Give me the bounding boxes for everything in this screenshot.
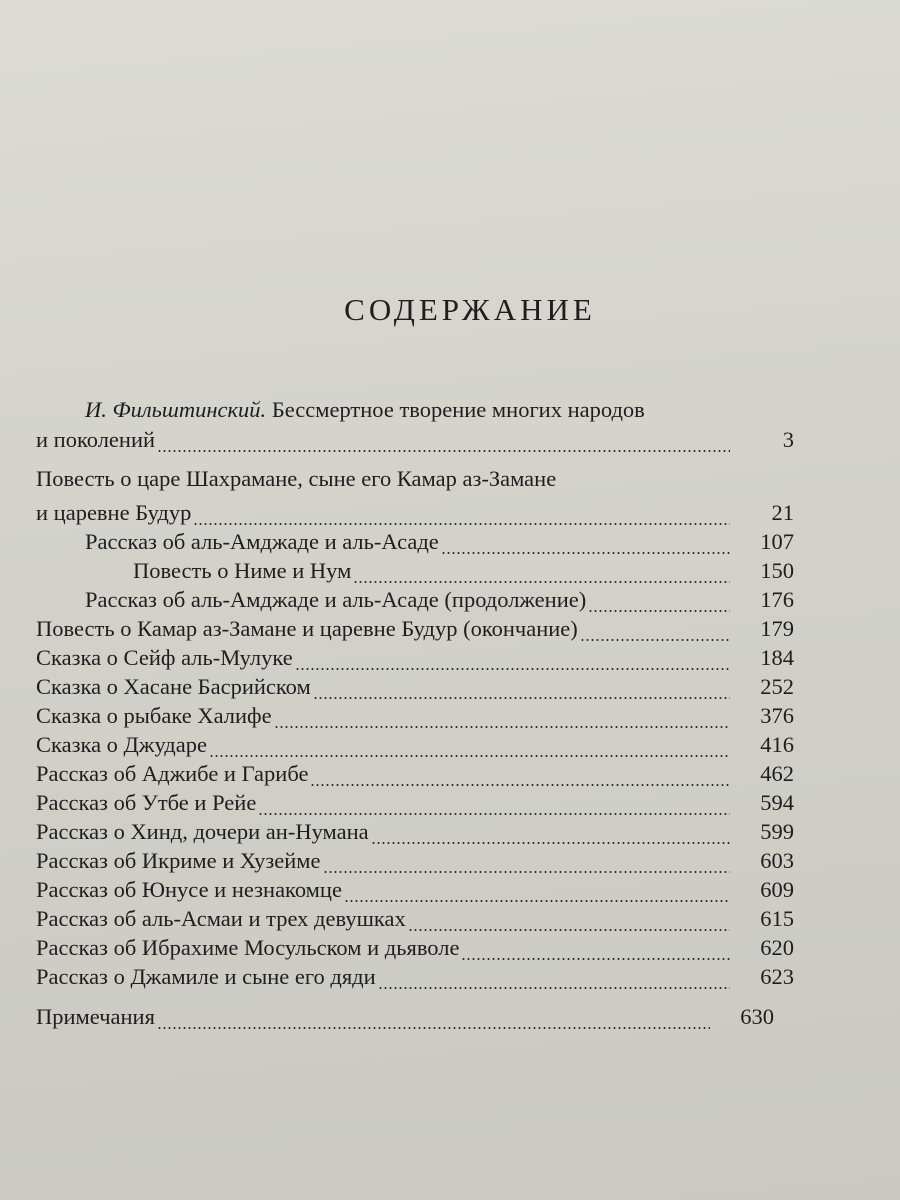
toc-entry[interactable]	[36, 873, 794, 905]
story1-line2: и царевне Будур	[36, 500, 192, 525]
entry-label: Рассказ об аль-Амджаде и аль-Асаде	[85, 529, 439, 554]
intro-author: И. Фильштинский.	[85, 397, 267, 422]
toc-entry[interactable]	[85, 525, 794, 557]
page-number: 599	[760, 819, 794, 844]
toc-entry[interactable]	[36, 902, 794, 934]
entry-label: Повесть о Ниме и Нум	[133, 558, 352, 583]
toc-entry[interactable]	[36, 670, 794, 702]
dot-leader	[157, 1006, 710, 1032]
page-number: 615	[760, 906, 794, 931]
page-number: 252	[760, 674, 794, 699]
entry-label: Рассказ об Аджибе и Гарибе	[36, 761, 309, 786]
page-number: 603	[760, 848, 794, 873]
page-number: 179	[760, 616, 794, 641]
entry-label: Рассказ об аль-Амджаде и аль-Асаде (продолжение)	[85, 587, 587, 612]
page-number: 21	[771, 500, 794, 525]
toc-entry-intro-line1	[85, 395, 645, 425]
entry-label: Сказка о рыбаке Халифе	[36, 703, 272, 728]
toc-entry-intro[interactable]	[36, 423, 794, 455]
entry-label: Рассказ об Икриме и Хузейме	[36, 848, 321, 873]
intro-title-line2: и поколений	[36, 427, 156, 452]
dot-leader	[157, 429, 730, 455]
page-number: 150	[760, 558, 794, 583]
page-number: 609	[760, 877, 794, 902]
entry-label: Повесть о Камар аз-Замане и царевне Будур (окончание)	[36, 616, 578, 641]
dot-leader	[378, 966, 730, 992]
page-number: 3	[782, 427, 794, 452]
toc-entry[interactable]	[36, 728, 794, 760]
intro-title-line1: Бессмертное творение многих народов	[271, 397, 645, 422]
entry-label: Сказка о Сейф аль-Мулуке	[36, 645, 293, 670]
entry-label: Сказка о Хасане Басрийском	[36, 674, 311, 699]
entry-label: Рассказ об Ибрахиме Мосульском и дьяволе	[36, 935, 460, 960]
entry-label: Рассказ об Юнусе и незнакомце	[36, 877, 342, 902]
toc-entry-notes[interactable]	[36, 1000, 774, 1032]
page-number: 594	[760, 790, 794, 815]
page-number: 107	[760, 529, 794, 554]
toc-entry-story1-line1: Повесть о царе Шахрамане, сыне его Камар аз-Замане	[36, 466, 557, 491]
page-number: 184	[760, 645, 794, 670]
entry-label: Рассказ об Утбе и Рейе	[36, 790, 257, 815]
toc-entry[interactable]	[36, 960, 794, 992]
page-number: 416	[760, 732, 794, 757]
entry-label: Рассказ о Джамиле и сыне его дяди	[36, 964, 376, 989]
entry-label: Сказка о Джударе	[36, 732, 207, 757]
page-number: 462	[760, 761, 794, 786]
toc-entry[interactable]	[36, 786, 794, 818]
toc-entry[interactable]	[36, 612, 794, 644]
page-number: 376	[760, 703, 794, 728]
toc-entry[interactable]	[36, 641, 794, 673]
toc-entry-story1[interactable]	[36, 496, 794, 528]
toc-entry[interactable]	[36, 844, 794, 876]
page-number: 176	[760, 587, 794, 612]
toc-entry[interactable]	[36, 931, 794, 963]
page-number: 630	[740, 1004, 774, 1029]
toc-entry[interactable]	[36, 815, 794, 847]
page-title: СОДЕРЖАНИЕ	[344, 292, 596, 327]
entry-label: Примечания	[36, 1004, 155, 1029]
entry-label: Рассказ об аль-Асмаи и трех девушках	[36, 906, 406, 931]
entry-label: Рассказ о Хинд, дочери ан-Нумана	[36, 819, 369, 844]
toc-entry[interactable]	[85, 583, 794, 615]
page-number: 620	[760, 935, 794, 960]
toc-entry[interactable]	[36, 699, 794, 731]
page-number: 623	[760, 964, 794, 989]
toc-entry[interactable]	[36, 757, 794, 789]
toc-entry[interactable]	[133, 554, 794, 586]
